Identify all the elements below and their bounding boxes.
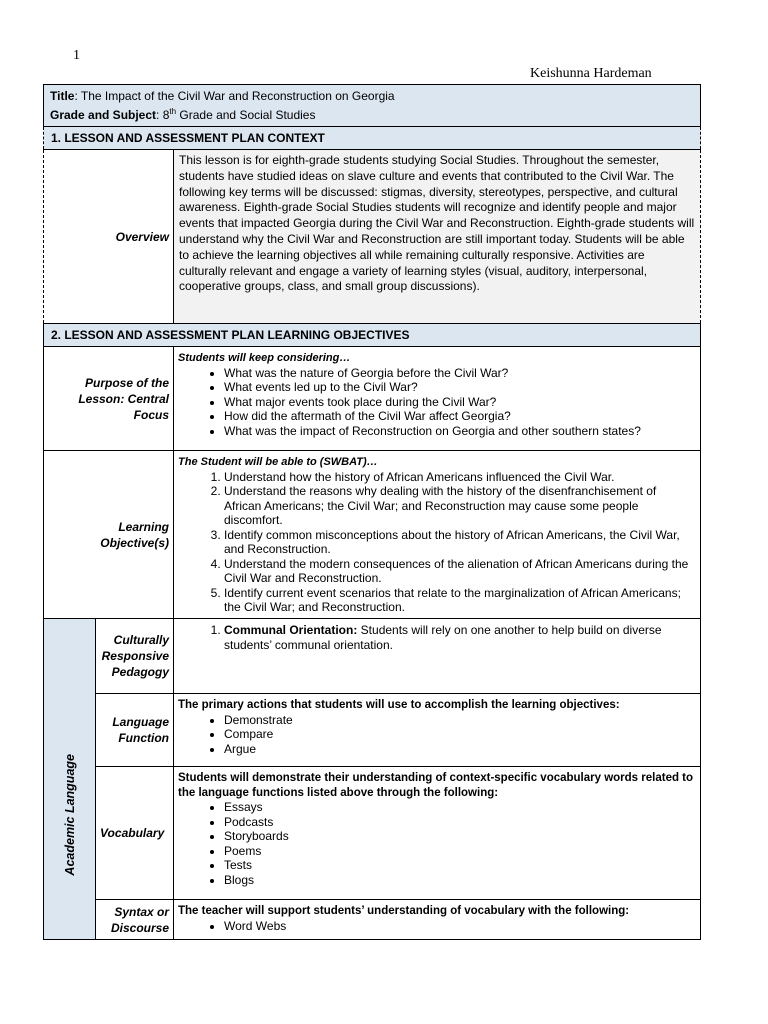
language-function-row <box>44 694 701 767</box>
language-function-list <box>178 713 696 757</box>
title-line: Title: The Impact of the Civil War and Reconstruction on Georgia <box>50 89 395 103</box>
list-item: • Compare <box>224 727 696 742</box>
objectives-intro: The Student will be able to (SWBAT)… <box>178 456 378 468</box>
objectives-list <box>178 470 696 615</box>
grade-suffix: th <box>169 107 177 116</box>
section2-heading-row <box>44 324 701 347</box>
vocabulary-row <box>44 767 701 900</box>
language-function-label: Language Function <box>96 694 174 767</box>
purpose-list <box>178 366 696 439</box>
overview-label: Overview <box>44 150 174 324</box>
section2-heading: 2. LESSON AND ASSESSMENT PLAN LEARNING OBJECTIVES <box>44 324 701 347</box>
list-item: • Podcasts <box>224 815 696 830</box>
list-item: • Tests <box>224 858 696 873</box>
grade-number: 8 <box>162 108 170 122</box>
list-item: 3. Identify common misconceptions about the history of African Americans, the Civil War, and Reconstruction. <box>224 528 696 557</box>
language-function-intro: The primary actions that students will use to accomplish the learning objectives: <box>178 699 620 711</box>
lesson-title: The Impact of the Civil War and Reconstruction on Georgia <box>80 89 395 103</box>
pedagogy-row <box>44 619 701 694</box>
pedagogy-label: Culturally Responsive Pedagogy <box>96 619 174 694</box>
objectives-label: Learning Objective(s) <box>44 451 174 619</box>
list-item: • What was the impact of Reconstruction on Georgia and other southern states? <box>224 424 696 439</box>
list-item: • How did the aftermath of the Civil War affect Georgia? <box>224 409 696 424</box>
communal-orientation-text: Students will rely on one another to help build on diverse students’ communal orientation. <box>224 623 662 652</box>
objectives-row <box>44 451 701 619</box>
syntax-row <box>44 900 701 940</box>
overview-row <box>44 150 701 324</box>
list-item: • Poems <box>224 844 696 859</box>
list-item: • What events led up to the Civil War? <box>224 380 696 395</box>
purpose-row <box>44 347 701 451</box>
title-label: Title <box>50 89 75 103</box>
vocabulary-content <box>174 767 701 900</box>
section1-heading-row <box>44 127 701 150</box>
grade-label: Grade and Subject <box>50 108 157 122</box>
syntax-content <box>174 900 701 940</box>
section1-heading: 1. LESSON AND ASSESSMENT PLAN CONTEXT <box>44 127 701 150</box>
list-item: • Blogs <box>224 873 696 888</box>
list-item: 4. Understand the modern consequences of the alienation of African Americans during the Civil War and Reconstruction. <box>224 557 696 586</box>
list-item <box>224 623 696 652</box>
page-number: 1 <box>73 48 80 63</box>
purpose-intro: Students will keep considering… <box>178 352 351 364</box>
lesson-plan-table <box>43 84 701 940</box>
pedagogy-list <box>178 623 696 652</box>
list-item: 2. Understand the reasons why dealing with the history of the disenfranchisement of African Americans; the Civil War; and Reconstruction may cause some people discomfort. <box>224 484 696 528</box>
syntax-list <box>178 919 696 934</box>
grade-subject: Grade and Social Studies <box>176 108 316 122</box>
list-item: • What was the nature of Georgia before the Civil War? <box>224 366 696 381</box>
communal-orientation-title: Communal Orientation: <box>224 623 358 637</box>
list-item: 5. Identify current event scenarios that relate to the marginalization of African Americans; the Civil War; and Reconstruction. <box>224 586 696 615</box>
vocabulary-label: Vocabulary <box>96 767 174 900</box>
list-item: • Argue <box>224 742 696 757</box>
objectives-content <box>174 451 701 619</box>
pedagogy-spacer <box>44 619 96 694</box>
list-item: 1. Understand how the history of African Americans influenced the Civil War. <box>224 470 696 485</box>
vocabulary-intro: Students will demonstrate their understanding of context-specific vocabulary words related to the language functions listed above through the following: <box>178 772 694 799</box>
syntax-label: Syntax or Discourse <box>96 900 174 940</box>
author-name: Keishunna Hardeman <box>530 66 652 81</box>
header-row <box>44 85 701 127</box>
purpose-content <box>174 347 701 451</box>
list-item: • Storyboards <box>224 829 696 844</box>
header-cell <box>44 85 701 127</box>
purpose-label: Purpose of the Lesson: Central Focus <box>44 347 174 451</box>
language-function-content <box>174 694 701 767</box>
list-item: • Demonstrate <box>224 713 696 728</box>
list-item: • What major events took place during the Civil War? <box>224 395 696 410</box>
vocabulary-list <box>178 800 696 887</box>
list-item: • Essays <box>224 800 696 815</box>
grade-line: Grade and Subject: 8th Grade and Social Studies <box>50 107 316 122</box>
list-item: • Word Webs <box>224 919 696 934</box>
syntax-intro: The teacher will support students’ understanding of vocabulary with the following: <box>178 905 630 917</box>
pedagogy-content <box>174 619 701 694</box>
academic-language-label-cell <box>44 694 96 940</box>
overview-text: This lesson is for eighth-grade students studying Social Studies. Throughout the semester, students have studied ideas on slave culture and events that contributed to the Civil War. The following key terms will be discussed: stigmas, diversity, stereotypes, perspective, and cultural awareness. Eighth-grade Social Studies students will recognize and identify people and major events that impacted Georgia during the Civil War and Reconstruction. Eighth-grade students will understand why the Civil War and Reconstruction are still important today. Students will be able to achieve the learning objectives all while remaining culturally responsive. Activities are culturally relevant and engage a variety of learning styles (visual, auditory, interpersonal, cooperative groups, class, and small group discussions). <box>174 150 701 324</box>
academic-language-label: Academic Language <box>62 753 77 876</box>
